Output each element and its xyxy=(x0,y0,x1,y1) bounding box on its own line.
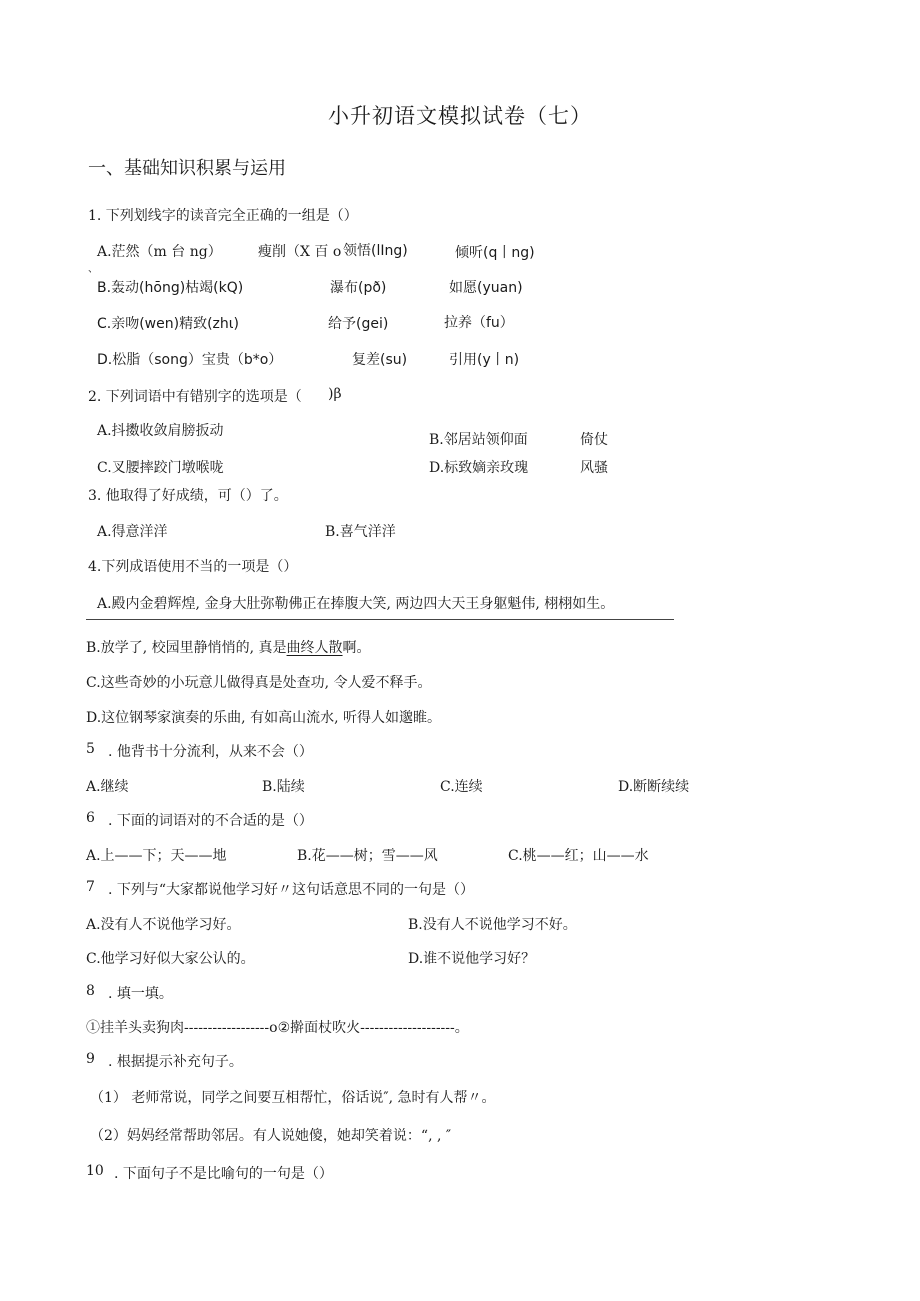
q8-fill-line: ①挂羊头卖狗肉------------------o②擀面杖吹火--------------------。 xyxy=(86,1020,469,1036)
q4-option-b-text: B.放学了, 校园里静悄悄的, 真是 xyxy=(86,640,287,656)
question-9-number: 9 xyxy=(86,1051,95,1067)
q1-option-d-2: 复差(su) xyxy=(352,352,408,368)
q1-option-a-2: 瘦削（X 百 o xyxy=(258,244,342,260)
q2-option-d-extra: 风骚 xyxy=(580,460,608,476)
q2-option-a: A.抖擞收敛肩膀扳动 xyxy=(97,423,224,439)
q2-option-c: C.叉腰摔跤门墩喉咙 xyxy=(97,460,224,476)
page-title: 小升初语文模拟试卷（七） xyxy=(328,104,592,128)
question-7-stem: . 下列与“大家都说他学习好〃这句话意思不同的一句是（） xyxy=(108,882,475,898)
q6-option-b: B.花——树；雪——风 xyxy=(297,848,438,864)
divider-line xyxy=(86,619,674,620)
q6-option-a: A.上——下；天——地 xyxy=(86,848,227,864)
q4-option-c: C.这些奇妙的小玩意儿做得真是处查功, 令人爱不释手。 xyxy=(86,675,432,691)
q1-option-d-1: D.松脂（song）宝贵（b*o） xyxy=(97,352,283,368)
question-1-stem: 1. 下列划线字的读音完全正确的一组是（） xyxy=(88,208,358,224)
q1-option-a-4: 倾听(q丨ng) xyxy=(455,245,535,261)
q1-option-b-2: 瀑布(pð) xyxy=(330,280,387,296)
question-2-stem: 2. 下列词语中有错别字的选项是（ xyxy=(88,389,302,405)
question-10-stem: . 下面句子不是比喻句的一句是（） xyxy=(114,1166,333,1182)
q4-option-d: D.这位钢琴家演奏的乐曲, 有如高山流水, 听得人如邈睢。 xyxy=(86,710,441,726)
q7-option-c: C.他学习好似大家公认的。 xyxy=(86,951,255,967)
question-4-stem: 4.下列成语使用不当的一项是（） xyxy=(88,559,298,575)
question-6-number: 6 xyxy=(86,810,95,826)
q3-option-b: B.喜气洋洋 xyxy=(325,524,396,540)
q5-option-a: A.继续 xyxy=(86,779,129,795)
question-8-stem: . 填一填。 xyxy=(108,986,173,1002)
q5-option-c: C.连续 xyxy=(440,779,483,795)
q9-sentence-1: （1） 老师常说，同学之间要互相帮忙，俗话说″, 急时有人帮〃。 xyxy=(90,1090,496,1106)
q7-option-d: D.谁不说他学习好？ xyxy=(408,951,536,967)
question-7-number: 7 xyxy=(86,879,95,895)
q2-option-d: D.标致嫡亲玫瑰 xyxy=(429,460,529,476)
section-heading: 一、基础知识积累与运用 xyxy=(88,158,286,179)
q1-option-a-1: A.茫然（m 台 ng） xyxy=(97,244,222,260)
q1-option-c-2: 给予(gei) xyxy=(328,316,389,332)
q1-option-b-3: 如愿(yuan) xyxy=(449,280,523,296)
q1-option-c-1: C.亲吻(wen)精致(zhι) xyxy=(97,316,239,332)
question-5-number: 5 xyxy=(86,741,95,757)
q1-option-a-3: 领悟(lIng) xyxy=(343,243,408,259)
q5-option-b: B.陆续 xyxy=(262,779,305,795)
q4-option-a: A.殿内金碧辉煌, 金身大肚弥勒佛正在捧腹大笑, 两边四大天王身躯魁伟, 栩栩如生。 xyxy=(97,596,615,612)
q1-option-d-3: 引用(y丨n) xyxy=(449,352,520,368)
q1-option-c-3: 拉养（fu） xyxy=(444,315,514,331)
stray-mark: 、 xyxy=(88,264,98,275)
question-3-stem: 3. 他取得了好成绩，可（）了。 xyxy=(88,488,288,504)
q2-option-b: B.邻居站领仰面 xyxy=(429,432,528,448)
question-10-number: 10 xyxy=(86,1163,104,1179)
question-6-stem: . 下面的词语对的不合适的是（） xyxy=(108,813,313,829)
question-8-number: 8 xyxy=(86,983,95,999)
q4-option-b-end: 啊。 xyxy=(342,640,371,656)
q3-option-a: A.得意洋洋 xyxy=(97,524,168,540)
q4-option-b xyxy=(86,637,371,657)
q5-option-d: D.断断续续 xyxy=(618,779,690,795)
q9-sentence-2: （2）妈妈经常帮助邻居。有人说她傻，她却笑着说：“, , ″ xyxy=(90,1128,452,1144)
question-9-stem: . 根据提示补充句子。 xyxy=(108,1054,243,1070)
q7-option-a: A.没有人不说他学习好。 xyxy=(86,917,241,933)
q6-option-c: C.桃——红；山——水 xyxy=(508,848,649,864)
q2-option-b-extra: 倚仗 xyxy=(580,432,608,448)
q1-option-b-1: B.轰动(hōng)枯竭(kQ) xyxy=(97,280,244,296)
question-2-stem-end: )β xyxy=(328,386,342,402)
q7-option-b: B.没有人不说他学习不好。 xyxy=(408,917,577,933)
question-5-stem: . 他背书十分流利，从来不会（） xyxy=(108,744,313,760)
q4-option-b-underlined: 曲终人散 xyxy=(286,640,343,656)
